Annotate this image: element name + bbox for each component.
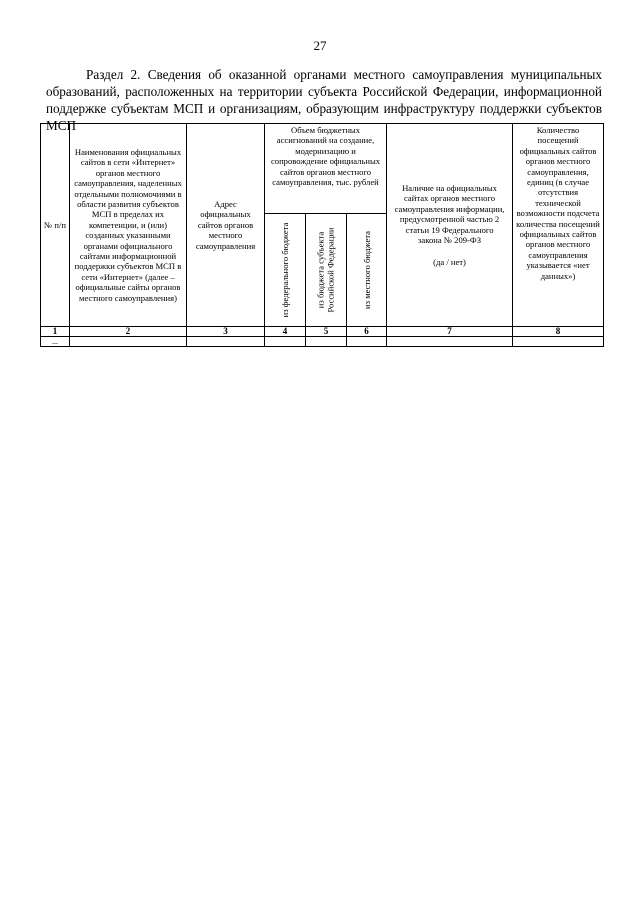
header-visits-count: Количество посещений официальных сайтов органов местного самоуправления, единиц (в случае отсутствия технической возможности подсчета количества посещений официальных сайтов органов местного самоуправления указывается «нет данных») [513,124,604,327]
header-federal-budget [265,214,306,327]
column-number: 3 [187,327,265,337]
column-number: 4 [265,327,306,337]
msp-support-table [40,123,604,347]
regional-budget-label: из бюджета субъекта Российской Федерации [315,227,336,313]
column-number: 1 [41,327,70,337]
table-cell [347,337,387,347]
header-site-names: Наименования официальных сайтов в сети «Интернет» органов местного самоуправления, наделенных отдельными полномочиями в области развития субъектов МСП в пределах их компетенции, и (или) созданных указанными органами официального сайтами информационной поддержки субъектов МСП в сети «Интернет» (далее – официальные сайты органов местного самоуправления) [70,124,187,327]
header-site-address: Адрес официальных сайтов органов местного самоуправления [187,124,265,327]
federal-budget-label: из федерального бюджета [279,222,290,318]
info-presence-note: (да / нет) [433,256,466,267]
local-budget-label: из местного бюджета [361,231,372,309]
page-number: 27 [313,38,327,53]
column-number: 7 [387,327,513,337]
column-number: 5 [306,327,347,337]
table-cell [387,337,513,347]
table-row [41,337,604,347]
column-number: 8 [513,327,604,337]
column-number: 6 [347,327,387,337]
table-cell [265,337,306,347]
table-cell [513,337,604,347]
header-regional-budget [306,214,347,327]
column-number: 2 [70,327,187,337]
header-budget-group: Объем бюджетных ассигнований на создание, модернизацию и сопровождение официальных сайтов органов местного самоуправления, тыс. рублей [265,124,387,214]
header-row-number: № п/п [41,124,70,327]
row-marker: ... [41,337,70,347]
column-numbers-row [41,327,604,337]
header-info-presence [387,124,513,327]
section-title: Раздел 2. Сведения об оказанной органами местного самоуправления муниципальных образований, расположенных на территории субъекта Российской Федерации, информационной поддержке субъектам МСП и организациям, образующим инфраструктуру поддержки субъектов МСП [46,67,602,133]
header-local-budget [347,214,387,327]
info-presence-label: Наличие на официальных сайтах органов местного самоуправления информации, предусмотренной частью 2 статьи 19 Федерального закона № 209-ФЗ [394,183,505,246]
table-cell [70,337,187,347]
table-cell [306,337,347,347]
table-cell [187,337,265,347]
